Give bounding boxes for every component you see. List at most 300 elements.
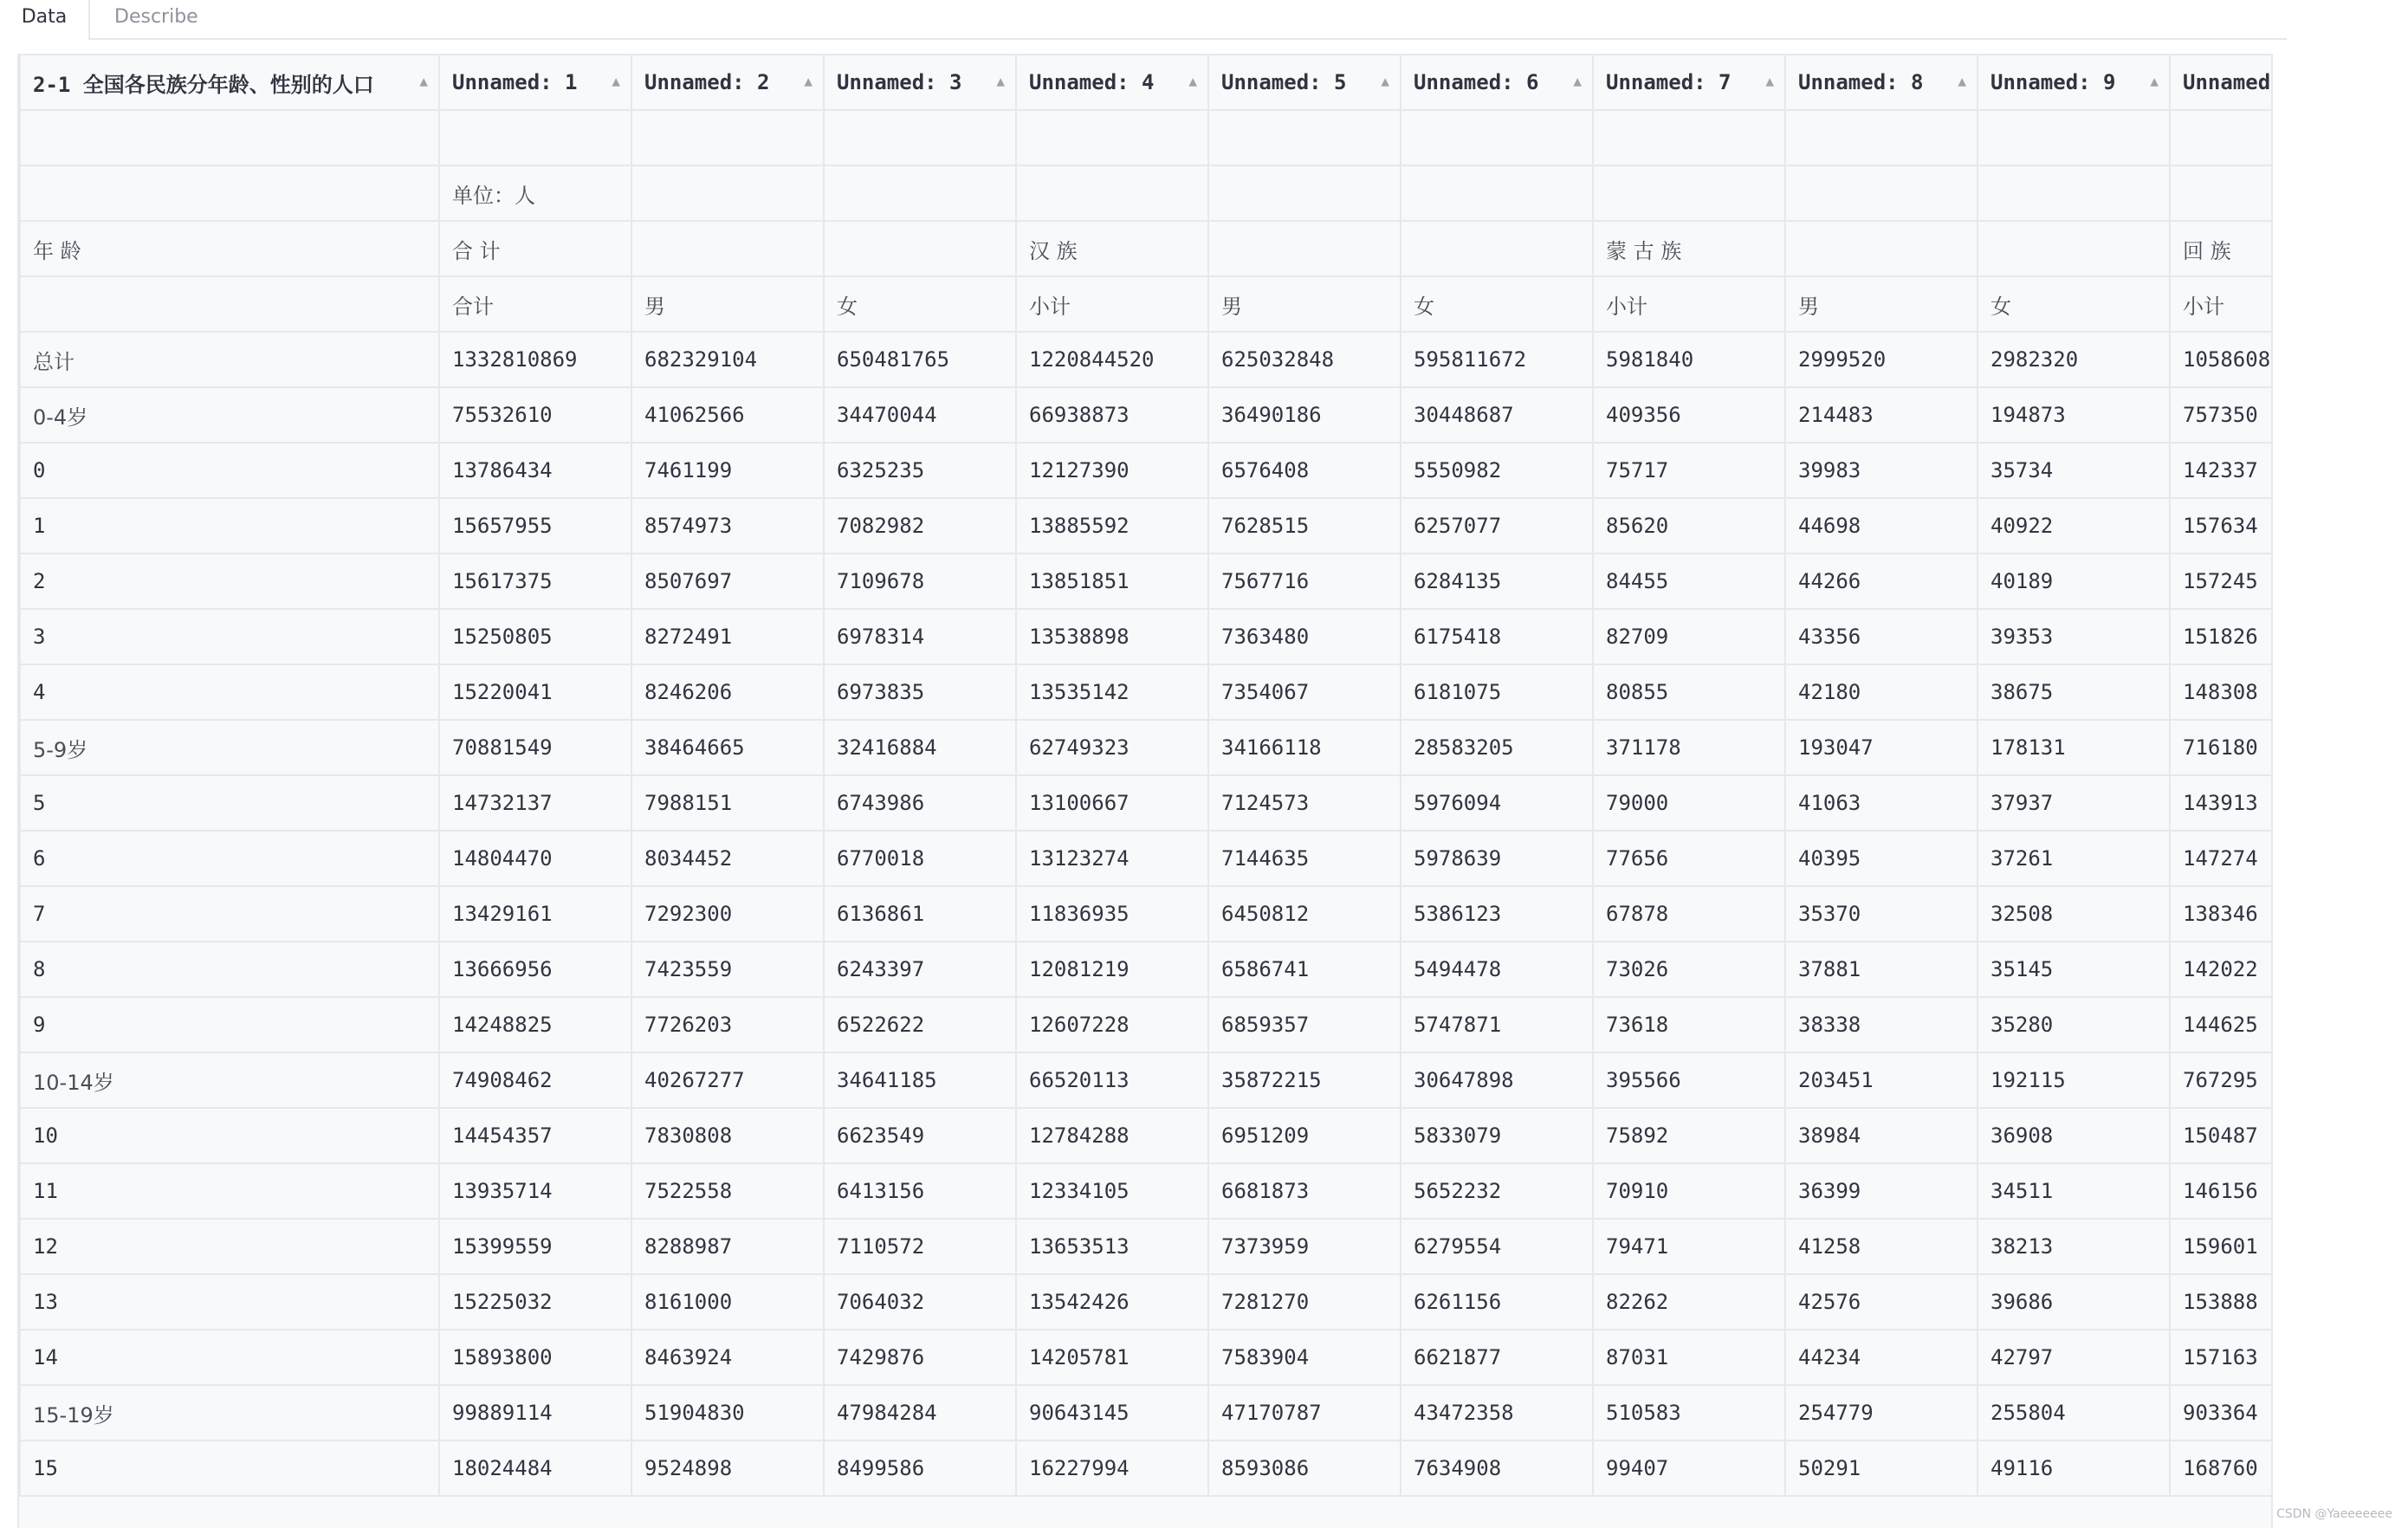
table-cell[interactable]: 6978314: [824, 609, 1016, 664]
table-cell[interactable]: 90643145: [1016, 1385, 1208, 1441]
table-cell[interactable]: 157634: [2170, 498, 2273, 554]
table-cell[interactable]: 6623549: [824, 1108, 1016, 1163]
table-cell[interactable]: 66520113: [1016, 1052, 1208, 1108]
table-cell[interactable]: 5550982: [1401, 443, 1593, 498]
table-cell[interactable]: 148308: [2170, 664, 2273, 720]
table-cell[interactable]: 7726203: [631, 997, 824, 1052]
table-cell[interactable]: 10-14岁: [20, 1052, 439, 1108]
table-cell[interactable]: 84455: [1593, 554, 1785, 609]
table-cell[interactable]: 合计: [439, 276, 631, 332]
table-cell[interactable]: 7363480: [1208, 609, 1401, 664]
table-cell[interactable]: 7082982: [824, 498, 1016, 554]
table-cell[interactable]: 5833079: [1401, 1108, 1593, 1163]
table-cell[interactable]: 2999520: [1785, 332, 1978, 387]
table-cell[interactable]: 32508: [1978, 886, 2170, 942]
table-cell[interactable]: 6261156: [1401, 1274, 1593, 1330]
table-cell[interactable]: 12607228: [1016, 997, 1208, 1052]
table-cell[interactable]: 小计: [2170, 276, 2273, 332]
table-cell[interactable]: 36908: [1978, 1108, 2170, 1163]
table-cell[interactable]: 7354067: [1208, 664, 1401, 720]
table-cell[interactable]: 1220844520: [1016, 332, 1208, 387]
table-cell[interactable]: 34641185: [824, 1052, 1016, 1108]
table-cell[interactable]: 75892: [1593, 1108, 1785, 1163]
column-header[interactable]: [1785, 55, 1978, 110]
sort-ascending-icon[interactable]: ▲: [612, 73, 620, 89]
table-cell[interactable]: 767295: [2170, 1052, 2273, 1108]
table-cell[interactable]: 14: [20, 1330, 439, 1385]
table-cell[interactable]: 214483: [1785, 387, 1978, 443]
table-cell[interactable]: 41062566: [631, 387, 824, 443]
table-cell[interactable]: 395566: [1593, 1052, 1785, 1108]
column-header[interactable]: [1016, 55, 1208, 110]
sort-ascending-icon[interactable]: ▲: [1381, 73, 1389, 89]
table-cell[interactable]: 99889114: [439, 1385, 631, 1441]
table-cell[interactable]: 蒙 古 族: [1593, 221, 1785, 276]
table-cell[interactable]: 85620: [1593, 498, 1785, 554]
table-cell[interactable]: 150487: [2170, 1108, 2273, 1163]
column-header[interactable]: [1208, 55, 1401, 110]
table-cell[interactable]: 9524898: [631, 1441, 824, 1496]
table-cell[interactable]: 7583904: [1208, 1330, 1401, 1385]
table-cell[interactable]: 7281270: [1208, 1274, 1401, 1330]
table-cell[interactable]: 8272491: [631, 609, 824, 664]
table-cell[interactable]: 7064032: [824, 1274, 1016, 1330]
table-cell[interactable]: 女: [824, 276, 1016, 332]
table-cell[interactable]: 7373959: [1208, 1219, 1401, 1274]
sort-ascending-icon[interactable]: ▲: [2150, 73, 2159, 89]
table-cell[interactable]: 6181075: [1401, 664, 1593, 720]
table-cell[interactable]: 903364: [2170, 1385, 2273, 1441]
table-cell[interactable]: 168760: [2170, 1441, 2273, 1496]
table-cell[interactable]: 8034452: [631, 831, 824, 886]
table-cell[interactable]: 8161000: [631, 1274, 824, 1330]
table-cell[interactable]: 38984: [1785, 1108, 1978, 1163]
sort-ascending-icon[interactable]: ▲: [1765, 73, 1774, 89]
table-cell[interactable]: 159601: [2170, 1219, 2273, 1274]
tab-describe[interactable]: Describe: [114, 6, 198, 28]
table-cell[interactable]: 13542426: [1016, 1274, 1208, 1330]
table-cell[interactable]: 255804: [1978, 1385, 2170, 1441]
table-cell[interactable]: 43356: [1785, 609, 1978, 664]
table-cell[interactable]: 12081219: [1016, 942, 1208, 997]
table-cell[interactable]: 5494478: [1401, 942, 1593, 997]
table-cell[interactable]: 13885592: [1016, 498, 1208, 554]
table-cell[interactable]: 1058608: [2170, 332, 2273, 387]
table-cell[interactable]: 43472358: [1401, 1385, 1593, 1441]
table-cell[interactable]: 37881: [1785, 942, 1978, 997]
table-cell[interactable]: 男: [1208, 276, 1401, 332]
table-cell[interactable]: 41258: [1785, 1219, 1978, 1274]
table-cell[interactable]: 7423559: [631, 942, 824, 997]
table-cell[interactable]: [824, 221, 1016, 276]
column-header[interactable]: [1401, 55, 1593, 110]
table-cell[interactable]: [631, 165, 824, 221]
table-cell[interactable]: 5652232: [1401, 1163, 1593, 1219]
table-cell[interactable]: 40267277: [631, 1052, 824, 1108]
table-cell[interactable]: 77656: [1593, 831, 1785, 886]
table-cell[interactable]: 合 计: [439, 221, 631, 276]
table-cell[interactable]: 37937: [1978, 775, 2170, 831]
table-cell[interactable]: 66938873: [1016, 387, 1208, 443]
table-cell[interactable]: 8463924: [631, 1330, 824, 1385]
table-cell[interactable]: 39983: [1785, 443, 1978, 498]
table-cell[interactable]: 女: [1401, 276, 1593, 332]
table-cell[interactable]: 192115: [1978, 1052, 2170, 1108]
table-cell[interactable]: 40189: [1978, 554, 2170, 609]
table-cell[interactable]: 6325235: [824, 443, 1016, 498]
table-cell[interactable]: 6243397: [824, 942, 1016, 997]
table-cell[interactable]: 82709: [1593, 609, 1785, 664]
table-cell[interactable]: [1016, 110, 1208, 165]
table-cell[interactable]: 7144635: [1208, 831, 1401, 886]
table-cell[interactable]: 34470044: [824, 387, 1016, 443]
table-cell[interactable]: 194873: [1978, 387, 2170, 443]
table-cell[interactable]: 15: [20, 1441, 439, 1496]
table-cell[interactable]: 73618: [1593, 997, 1785, 1052]
table-cell[interactable]: 146156: [2170, 1163, 2273, 1219]
sort-ascending-icon[interactable]: ▲: [1573, 73, 1582, 89]
sort-ascending-icon[interactable]: ▲: [804, 73, 812, 89]
table-cell[interactable]: 3: [20, 609, 439, 664]
sort-ascending-icon[interactable]: ▲: [1188, 73, 1197, 89]
table-cell[interactable]: 254779: [1785, 1385, 1978, 1441]
table-cell[interactable]: 510583: [1593, 1385, 1785, 1441]
table-cell[interactable]: 6: [20, 831, 439, 886]
table-cell[interactable]: 6586741: [1208, 942, 1401, 997]
column-header[interactable]: [824, 55, 1016, 110]
table-cell[interactable]: 38338: [1785, 997, 1978, 1052]
table-cell[interactable]: 6770018: [824, 831, 1016, 886]
table-cell[interactable]: [1208, 165, 1401, 221]
table-cell[interactable]: [1978, 165, 2170, 221]
table-cell[interactable]: 650481765: [824, 332, 1016, 387]
table-cell[interactable]: [1785, 165, 1978, 221]
table-cell[interactable]: [2170, 110, 2273, 165]
table-cell[interactable]: 6279554: [1401, 1219, 1593, 1274]
table-cell[interactable]: 38213: [1978, 1219, 2170, 1274]
table-cell[interactable]: 50291: [1785, 1441, 1978, 1496]
table-cell[interactable]: 5978639: [1401, 831, 1593, 886]
table-cell[interactable]: 38464665: [631, 720, 824, 775]
table-cell[interactable]: 8288987: [631, 1219, 824, 1274]
table-cell[interactable]: 6257077: [1401, 498, 1593, 554]
table-cell[interactable]: 6413156: [824, 1163, 1016, 1219]
table-cell[interactable]: 7634908: [1401, 1441, 1593, 1496]
table-cell[interactable]: 女: [1978, 276, 2170, 332]
table-cell[interactable]: 35145: [1978, 942, 2170, 997]
table-cell[interactable]: 13786434: [439, 443, 631, 498]
table-cell[interactable]: 34511: [1978, 1163, 2170, 1219]
table-cell[interactable]: 75717: [1593, 443, 1785, 498]
table-cell[interactable]: 178131: [1978, 720, 2170, 775]
table-cell[interactable]: 142022: [2170, 942, 2273, 997]
table-cell[interactable]: 7628515: [1208, 498, 1401, 554]
sort-ascending-icon[interactable]: ▲: [419, 73, 428, 89]
table-cell[interactable]: 73026: [1593, 942, 1785, 997]
table-cell[interactable]: 79000: [1593, 775, 1785, 831]
column-header-label: Unnamed: 5: [1221, 70, 1347, 94]
table-cell[interactable]: 7522558: [631, 1163, 824, 1219]
table-cell[interactable]: 44266: [1785, 554, 1978, 609]
table-cell[interactable]: 28583205: [1401, 720, 1593, 775]
column-header[interactable]: [2170, 55, 2273, 110]
table-cell[interactable]: 8: [20, 942, 439, 997]
table-cell[interactable]: 6951209: [1208, 1108, 1401, 1163]
table-cell[interactable]: 32416884: [824, 720, 1016, 775]
table-cell[interactable]: 15617375: [439, 554, 631, 609]
table-cell[interactable]: 49116: [1978, 1441, 2170, 1496]
table-cell[interactable]: [1016, 165, 1208, 221]
table-cell[interactable]: [1208, 110, 1401, 165]
table-cell[interactable]: 15250805: [439, 609, 631, 664]
table-cell[interactable]: 汉 族: [1016, 221, 1208, 276]
table-cell[interactable]: [1593, 110, 1785, 165]
table-cell[interactable]: 0: [20, 443, 439, 498]
table-cell[interactable]: [1401, 110, 1593, 165]
table-cell[interactable]: 12334105: [1016, 1163, 1208, 1219]
table-cell[interactable]: 7830808: [631, 1108, 824, 1163]
table-cell[interactable]: 5: [20, 775, 439, 831]
table-cell[interactable]: [439, 110, 631, 165]
table-cell[interactable]: 6136861: [824, 886, 1016, 942]
table-cell[interactable]: 12127390: [1016, 443, 1208, 498]
table-cell[interactable]: 1: [20, 498, 439, 554]
table-cell[interactable]: [1208, 221, 1401, 276]
table-cell[interactable]: 7988151: [631, 775, 824, 831]
table-cell[interactable]: 6175418: [1401, 609, 1593, 664]
table-cell[interactable]: 回 族: [2170, 221, 2273, 276]
table-cell[interactable]: 15225032: [439, 1274, 631, 1330]
table-cell[interactable]: 6743986: [824, 775, 1016, 831]
column-header[interactable]: [20, 55, 439, 110]
table-cell[interactable]: 6576408: [1208, 443, 1401, 498]
table-cell[interactable]: 144625: [2170, 997, 2273, 1052]
table-cell[interactable]: 157245: [2170, 554, 2273, 609]
table-cell[interactable]: 7: [20, 886, 439, 942]
table-cell[interactable]: 男: [1785, 276, 1978, 332]
column-header[interactable]: [439, 55, 631, 110]
table-cell[interactable]: 15-19岁: [20, 1385, 439, 1441]
table-cell[interactable]: 13429161: [439, 886, 631, 942]
table-cell[interactable]: 5386123: [1401, 886, 1593, 942]
table-cell[interactable]: [20, 110, 439, 165]
table-cell[interactable]: 409356: [1593, 387, 1785, 443]
table-cell[interactable]: 157163: [2170, 1330, 2273, 1385]
column-header[interactable]: [631, 55, 824, 110]
column-header[interactable]: [1593, 55, 1785, 110]
table-cell[interactable]: 12784288: [1016, 1108, 1208, 1163]
table-cell[interactable]: 14732137: [439, 775, 631, 831]
table-cell[interactable]: 595811672: [1401, 332, 1593, 387]
table-cell[interactable]: [1593, 165, 1785, 221]
table-cell[interactable]: 5976094: [1401, 775, 1593, 831]
table-cell[interactable]: 142337: [2170, 443, 2273, 498]
table-cell[interactable]: 30647898: [1401, 1052, 1593, 1108]
table-cell[interactable]: 8499586: [824, 1441, 1016, 1496]
table-cell[interactable]: 74908462: [439, 1052, 631, 1108]
table-cell[interactable]: 682329104: [631, 332, 824, 387]
table-cell[interactable]: 87031: [1593, 1330, 1785, 1385]
table-cell[interactable]: 39686: [1978, 1274, 2170, 1330]
table-cell[interactable]: [2170, 165, 2273, 221]
table-cell[interactable]: 47984284: [824, 1385, 1016, 1441]
table-cell[interactable]: [824, 110, 1016, 165]
table-cell[interactable]: [20, 276, 439, 332]
table-cell[interactable]: 80855: [1593, 664, 1785, 720]
table-cell[interactable]: 总计: [20, 332, 439, 387]
table-cell[interactable]: 82262: [1593, 1274, 1785, 1330]
table-cell[interactable]: 147274: [2170, 831, 2273, 886]
table-cell[interactable]: 6973835: [824, 664, 1016, 720]
table-cell[interactable]: 2982320: [1978, 332, 2170, 387]
table-cell[interactable]: 39353: [1978, 609, 2170, 664]
table-cell[interactable]: 13100667: [1016, 775, 1208, 831]
table-cell[interactable]: 6522622: [824, 997, 1016, 1052]
sort-ascending-icon[interactable]: ▲: [1958, 73, 1966, 89]
table-cell[interactable]: 7292300: [631, 886, 824, 942]
table-cell[interactable]: 15657955: [439, 498, 631, 554]
table-cell[interactable]: 153888: [2170, 1274, 2273, 1330]
table-cell[interactable]: 11836935: [1016, 886, 1208, 942]
table-cell[interactable]: 单位：人: [439, 165, 631, 221]
table-cell[interactable]: 34166118: [1208, 720, 1401, 775]
table-cell[interactable]: 6859357: [1208, 997, 1401, 1052]
table-cell[interactable]: 6621877: [1401, 1330, 1593, 1385]
table-cell[interactable]: 13: [20, 1274, 439, 1330]
table-cell[interactable]: 47170787: [1208, 1385, 1401, 1441]
table-cell[interactable]: [20, 165, 439, 221]
table-cell[interactable]: 79471: [1593, 1219, 1785, 1274]
table-cell[interactable]: [1401, 221, 1593, 276]
table-cell[interactable]: 9: [20, 997, 439, 1052]
table-cell[interactable]: 小计: [1593, 276, 1785, 332]
table-cell[interactable]: [1785, 221, 1978, 276]
table-cell[interactable]: [631, 110, 824, 165]
table-cell[interactable]: 757350: [2170, 387, 2273, 443]
table-cell[interactable]: 138346: [2170, 886, 2273, 942]
table-cell[interactable]: 6284135: [1401, 554, 1593, 609]
table-cell[interactable]: 15399559: [439, 1219, 631, 1274]
table-cell[interactable]: 30448687: [1401, 387, 1593, 443]
table-cell[interactable]: 8574973: [631, 498, 824, 554]
table-cell[interactable]: 75532610: [439, 387, 631, 443]
table-cell[interactable]: 14205781: [1016, 1330, 1208, 1385]
table-cell[interactable]: 99407: [1593, 1441, 1785, 1496]
table-cell[interactable]: 67878: [1593, 886, 1785, 942]
table-cell[interactable]: 15220041: [439, 664, 631, 720]
table-cell[interactable]: 15893800: [439, 1330, 631, 1385]
table-cell[interactable]: 5-9岁: [20, 720, 439, 775]
table-cell[interactable]: 193047: [1785, 720, 1978, 775]
table-cell[interactable]: 16227994: [1016, 1441, 1208, 1496]
table-cell[interactable]: 42797: [1978, 1330, 2170, 1385]
table-cell[interactable]: 40395: [1785, 831, 1978, 886]
table-cell[interactable]: 371178: [1593, 720, 1785, 775]
table-cell[interactable]: 13123274: [1016, 831, 1208, 886]
table-cell[interactable]: [1785, 110, 1978, 165]
table-cell[interactable]: 37261: [1978, 831, 2170, 886]
table-cell[interactable]: 5747871: [1401, 997, 1593, 1052]
table-cell[interactable]: 1332810869: [439, 332, 631, 387]
table-cell[interactable]: [1978, 221, 2170, 276]
table-cell[interactable]: 7109678: [824, 554, 1016, 609]
table-cell[interactable]: 2: [20, 554, 439, 609]
table-cell[interactable]: 203451: [1785, 1052, 1978, 1108]
table-cell[interactable]: 8593086: [1208, 1441, 1401, 1496]
column-header[interactable]: [1978, 55, 2170, 110]
table-cell[interactable]: 年 龄: [20, 221, 439, 276]
table-cell[interactable]: 12: [20, 1219, 439, 1274]
table-cell[interactable]: 13935714: [439, 1163, 631, 1219]
table-cell[interactable]: 40922: [1978, 498, 2170, 554]
table-cell[interactable]: 14248825: [439, 997, 631, 1052]
table-cell[interactable]: 13666956: [439, 942, 631, 997]
table-cell[interactable]: 14804470: [439, 831, 631, 886]
table-cell[interactable]: 7110572: [824, 1219, 1016, 1274]
table-cell[interactable]: 42180: [1785, 664, 1978, 720]
table-cell[interactable]: 35734: [1978, 443, 2170, 498]
table-cell[interactable]: 7124573: [1208, 775, 1401, 831]
table-cell[interactable]: 18024484: [439, 1441, 631, 1496]
table-cell[interactable]: 41063: [1785, 775, 1978, 831]
table-cell[interactable]: [1978, 110, 2170, 165]
table-cell[interactable]: 5981840: [1593, 332, 1785, 387]
table-cell[interactable]: 4: [20, 664, 439, 720]
table-cell[interactable]: 42576: [1785, 1274, 1978, 1330]
table-cell[interactable]: 35370: [1785, 886, 1978, 942]
dataframe-viewer[interactable]: [17, 54, 2273, 1528]
table-cell[interactable]: 36399: [1785, 1163, 1978, 1219]
table-cell[interactable]: 7429876: [824, 1330, 1016, 1385]
table-cell[interactable]: 13538898: [1016, 609, 1208, 664]
table-cell[interactable]: 小计: [1016, 276, 1208, 332]
table-cell[interactable]: 38675: [1978, 664, 2170, 720]
table-cell[interactable]: 8507697: [631, 554, 824, 609]
tab-data[interactable]: Data: [0, 0, 90, 40]
table-cell[interactable]: 70881549: [439, 720, 631, 775]
table-cell[interactable]: 625032848: [1208, 332, 1401, 387]
table-cell[interactable]: 36490186: [1208, 387, 1401, 443]
table-cell[interactable]: 44698: [1785, 498, 1978, 554]
table-cell[interactable]: 11: [20, 1163, 439, 1219]
table-cell[interactable]: 7567716: [1208, 554, 1401, 609]
table-cell[interactable]: 151826: [2170, 609, 2273, 664]
table-cell[interactable]: 10: [20, 1108, 439, 1163]
table-cell[interactable]: 14454357: [439, 1108, 631, 1163]
table-cell[interactable]: 13535142: [1016, 664, 1208, 720]
sort-ascending-icon[interactable]: ▲: [996, 73, 1005, 89]
table-cell[interactable]: 44234: [1785, 1330, 1978, 1385]
table-cell[interactable]: [631, 221, 824, 276]
table-cell[interactable]: 35280: [1978, 997, 2170, 1052]
table-cell[interactable]: 6681873: [1208, 1163, 1401, 1219]
table-cell[interactable]: 7461199: [631, 443, 824, 498]
table-cell[interactable]: 男: [631, 276, 824, 332]
table-cell[interactable]: [1401, 165, 1593, 221]
table-cell[interactable]: 13653513: [1016, 1219, 1208, 1274]
table-cell[interactable]: 35872215: [1208, 1052, 1401, 1108]
table-cell[interactable]: 0-4岁: [20, 387, 439, 443]
table-cell[interactable]: 8246206: [631, 664, 824, 720]
table-cell[interactable]: 716180: [2170, 720, 2273, 775]
table-cell[interactable]: 6450812: [1208, 886, 1401, 942]
table-cell[interactable]: 62749323: [1016, 720, 1208, 775]
table-cell[interactable]: [824, 165, 1016, 221]
table-cell[interactable]: 13851851: [1016, 554, 1208, 609]
table-cell[interactable]: 70910: [1593, 1163, 1785, 1219]
table-cell[interactable]: 51904830: [631, 1385, 824, 1441]
table-cell[interactable]: 143913: [2170, 775, 2273, 831]
